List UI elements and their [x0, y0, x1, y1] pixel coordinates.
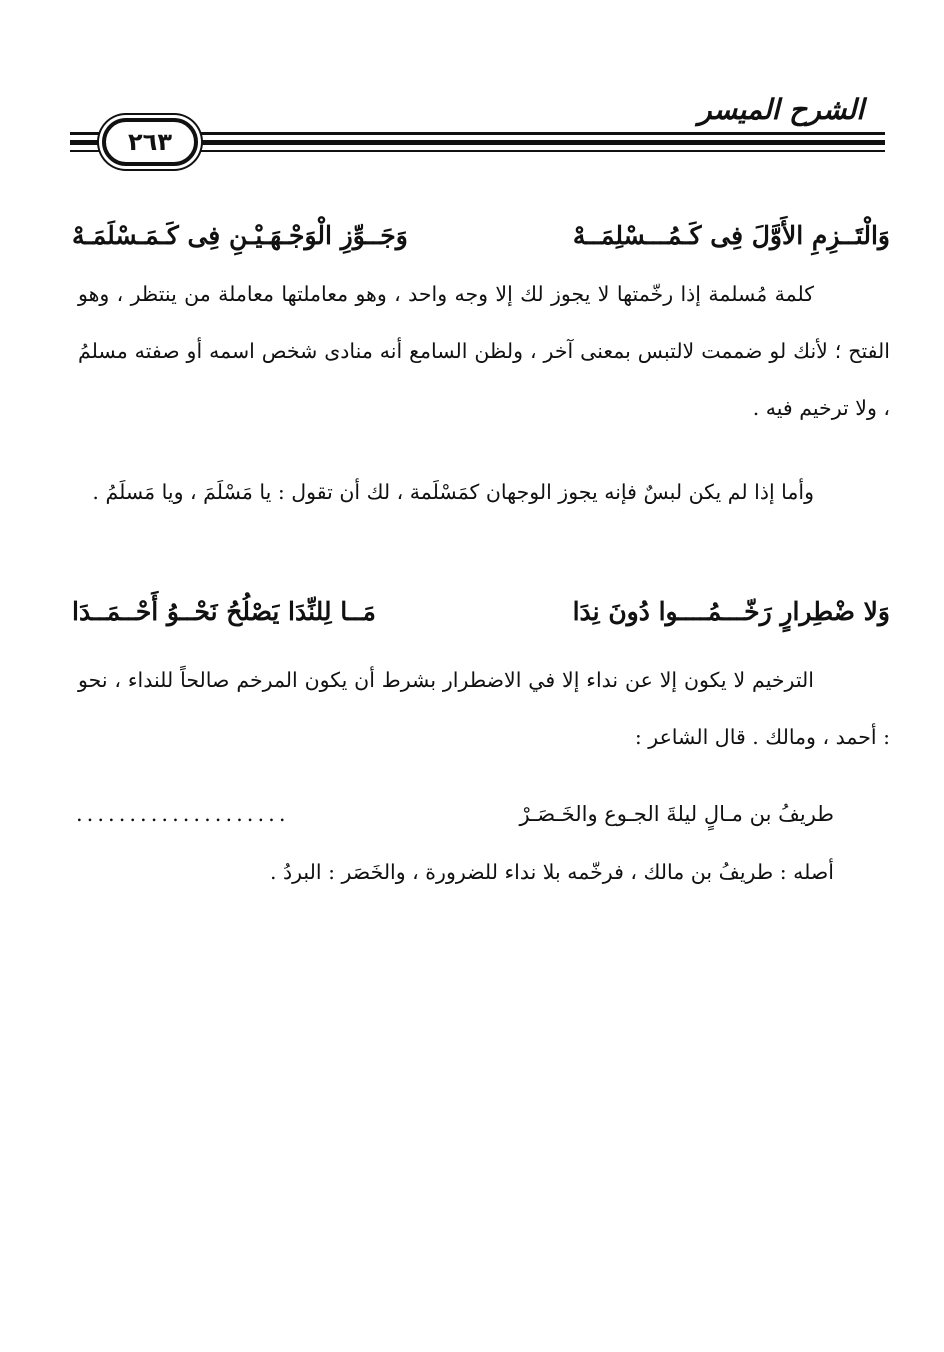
poem-hemistich: طريفُ بن مـالٍ ليلةَ الجـوع والخَـصَـرْ	[519, 802, 834, 826]
page-number-badge	[102, 118, 198, 166]
poem-ellipsis: ....................	[76, 802, 290, 826]
verse-2-right-hemistich: وَلا ضْطِرارٍ رَخّـــمُــــوا دُونَ نِدَا	[572, 596, 890, 626]
page-number: ٢٦٣	[128, 128, 172, 156]
poem-line	[76, 794, 834, 834]
paragraph-3: الترخيم لا يكون إلا عن نداء إلا في الاضطرار بشرط أن يكون المرخم صالحاً للنداء ، نحو : أحمد ، ومالك . قال الشاعر :	[78, 668, 890, 749]
verse-2-left-hemistich: مَــا لِلنِّدَا يَصْلُحُ نَحْــوُ أَحْــمَــدَا	[72, 596, 376, 626]
verse-1-left-hemistich: وَجَــوِّزِ الْوَجْـهَـيْـنِ فِى كَـمَـسْلَمَـهْ	[72, 220, 408, 250]
verse-line-2	[72, 586, 890, 636]
verse-line-1	[72, 210, 890, 260]
verse-1-right-hemistich: وَالْتَــزِمِ الأَوَّلَ فِى كَـمُـــسْلِمَــهْ	[572, 220, 890, 250]
running-title: الشرح الميسر	[698, 93, 864, 126]
paragraph-1: كلمة مُسلمة إذا رخّمتها لا يجوز لك إلا وجه واحد ، وهو معاملتها معاملة من ينتظر ، وهو الفتح ؛ لأنك لو ضممت لالتبس بمعنى آخر ، ولظن السامع أنه منادى شخص اسمه أو صفته مسلمُ ، ولا ترخيم فيه .	[78, 282, 890, 420]
paragraph-4: أصله : طريفُ بن مالك ، فرخّمه بلا نداء للضرورة ، والخَصَر : البردُ .	[269, 860, 834, 884]
paragraph-2: وأما إذا لم يكن لبسٌ فإنه يجوز الوجهان كمَسْلَمة ، لك أن تقول : يا مَسْلَمَ ، ويا مَسلَمُ .	[92, 480, 814, 504]
